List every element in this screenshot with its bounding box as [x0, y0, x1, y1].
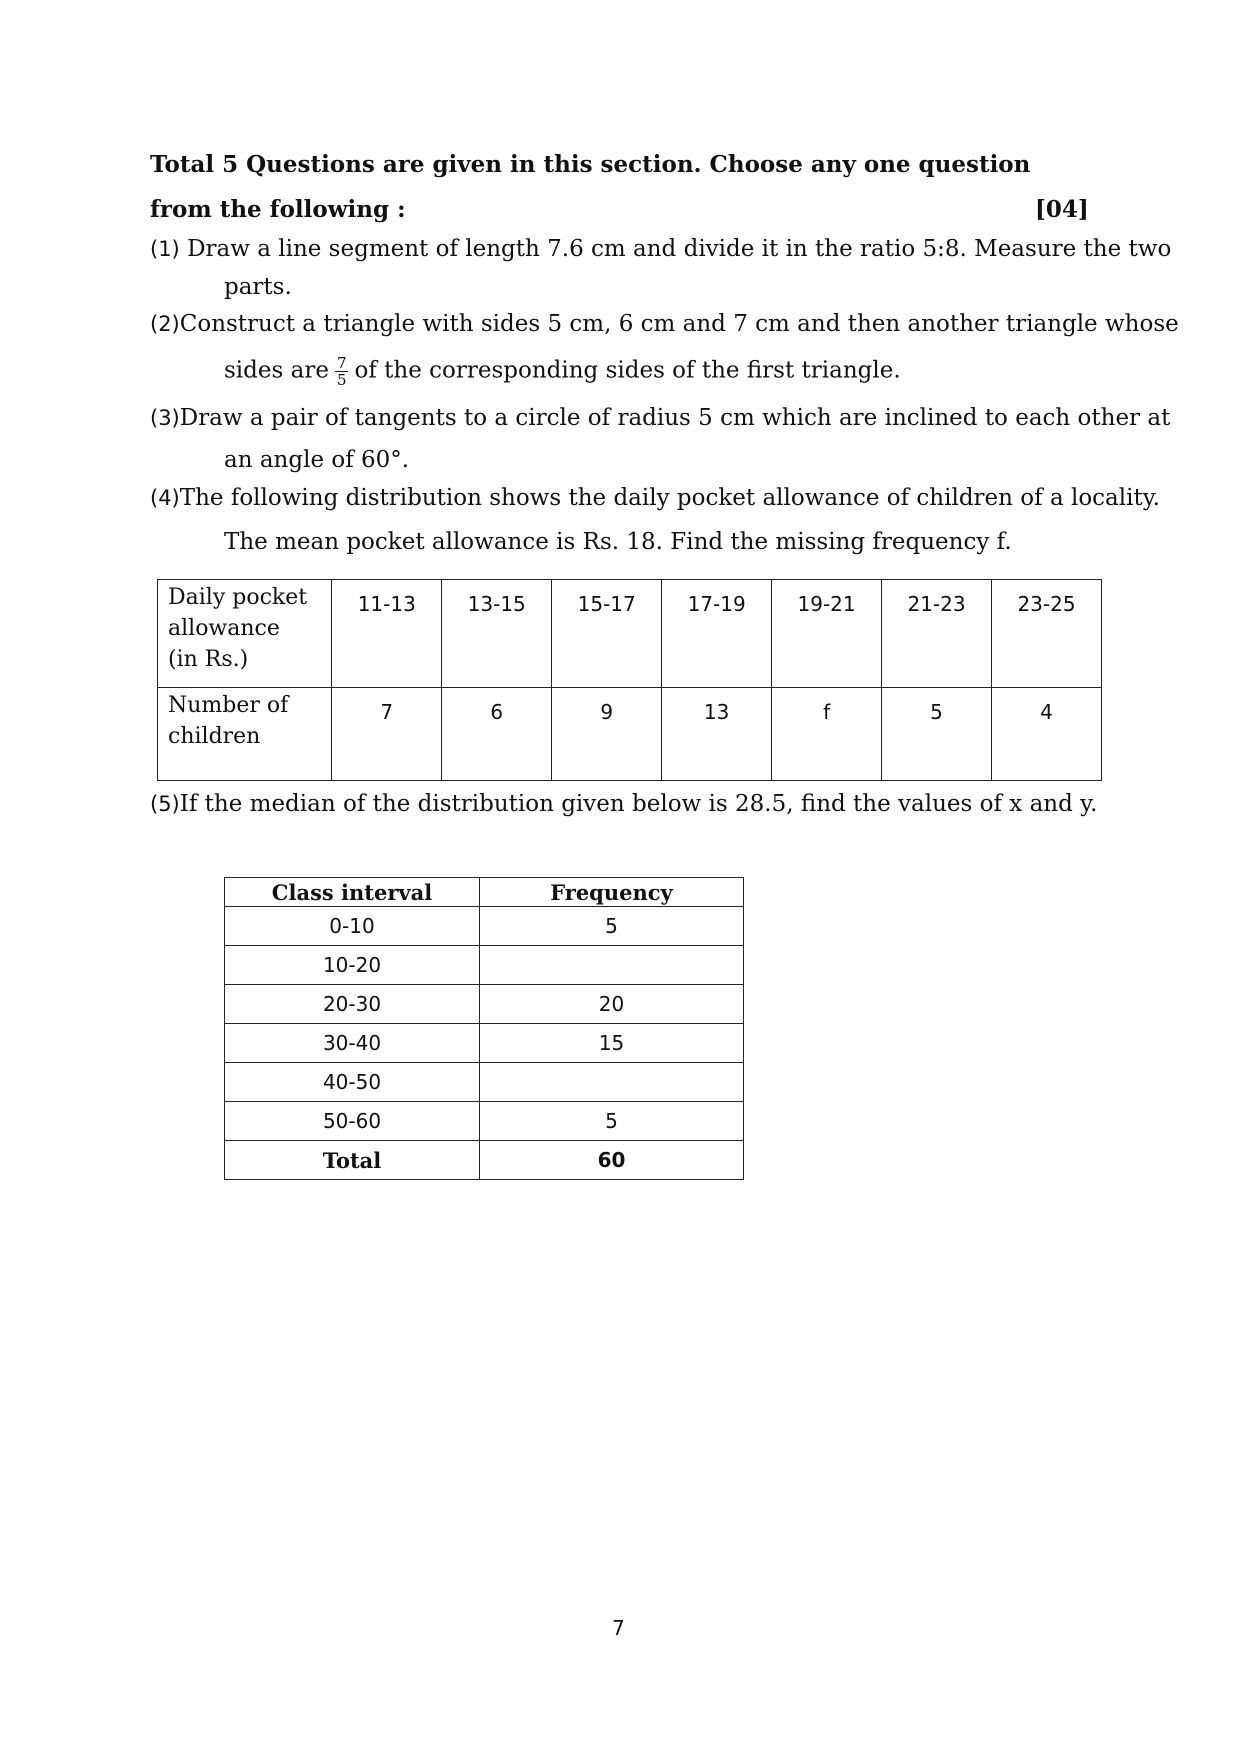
row-label-daily-pocket-allowance	[158, 580, 332, 688]
question-4	[150, 485, 1160, 511]
question-2-text: Construct a triangle with sides 5 cm, 6 cm and 7 cm and then another triangle whose	[179, 311, 1179, 337]
table-cell: 0-10	[225, 907, 480, 946]
table-row-children	[158, 688, 1102, 781]
row-label-number-of-children	[158, 688, 332, 781]
total-value: 60	[480, 1141, 744, 1180]
table-row	[225, 907, 744, 946]
table-cell: 20	[480, 985, 744, 1024]
question-5	[150, 791, 1097, 817]
question-2-continuation	[224, 355, 901, 388]
table-cell: 15-17	[552, 580, 662, 688]
table-cell	[480, 946, 744, 985]
table-cell: 13-15	[442, 580, 552, 688]
table-row	[225, 1102, 744, 1141]
section-marks: [04]	[1035, 196, 1089, 223]
table-cell: 5	[480, 1102, 744, 1141]
header-frequency: Frequency	[480, 878, 744, 907]
table-cell: 40-50	[225, 1063, 480, 1102]
table-header-row	[225, 878, 744, 907]
table-row	[225, 1024, 744, 1063]
question-5-text: If the median of the distribution given below is 28.5, find the values of x and y.	[179, 791, 1098, 817]
question-2-text-before-fraction: sides are	[224, 357, 329, 384]
table-cell: 17-19	[662, 580, 772, 688]
label-line: (in Rs.)	[168, 647, 249, 672]
section-instruction-line2: from the following :	[150, 196, 406, 223]
question-3-text: Draw a pair of tangents to a circle of radius 5 cm which are inclined to each other at	[179, 405, 1171, 431]
question-1-number: (1)	[150, 237, 180, 261]
table-row-allowance	[158, 580, 1102, 688]
table-cell: 30-40	[225, 1024, 480, 1063]
question-1-continuation: parts.	[224, 274, 292, 300]
table-cell: 7	[332, 688, 442, 781]
table-cell: 19-21	[772, 580, 882, 688]
fraction-seven-fifths	[335, 355, 349, 388]
table-cell: 13	[662, 688, 772, 781]
question-2-text-after-fraction: of the corresponding sides of the first triangle.	[354, 357, 901, 384]
header-class-interval: Class interval	[225, 878, 480, 907]
table-cell: 4	[992, 688, 1102, 781]
label-line: Daily pocket	[168, 585, 308, 610]
question-3-continuation: an angle of 60°.	[224, 447, 410, 473]
question-4-number: (4)	[150, 486, 180, 510]
question-4-continuation: The mean pocket allowance is Rs. 18. Find the missing frequency f.	[224, 529, 1012, 555]
table-cell: 11-13	[332, 580, 442, 688]
question-4-text: The following distribution shows the daily pocket allowance of children of a locality.	[179, 485, 1160, 511]
table-cell	[480, 1063, 744, 1102]
table-cell: 21-23	[882, 580, 992, 688]
label-line: children	[168, 724, 261, 749]
fraction-denominator: 5	[336, 371, 347, 389]
table-cell: 20-30	[225, 985, 480, 1024]
question-1-text: Draw a line segment of length 7.6 cm and divide it in the ratio 5:8. Measure the two	[187, 236, 1172, 262]
question-3	[150, 405, 1170, 431]
question-3-number: (3)	[150, 406, 180, 430]
table-cell: 6	[442, 688, 552, 781]
median-distribution-table	[224, 877, 744, 1180]
pocket-allowance-table	[157, 579, 1102, 781]
table-row	[225, 946, 744, 985]
question-2	[150, 311, 1179, 337]
label-line: allowance	[168, 616, 280, 641]
table-row	[225, 985, 744, 1024]
table-cell: 50-60	[225, 1102, 480, 1141]
table-row	[225, 1063, 744, 1102]
table-cell: f	[772, 688, 882, 781]
table-cell: 23-25	[992, 580, 1102, 688]
page-number: 7	[612, 1616, 625, 1640]
label-line: Number of	[168, 693, 289, 718]
question-1	[150, 236, 1171, 262]
table-cell: 5	[882, 688, 992, 781]
fraction-numerator: 7	[336, 354, 347, 372]
table-cell: 15	[480, 1024, 744, 1063]
table-cell: 5	[480, 907, 744, 946]
section-instruction-line1: Total 5 Questions are given in this section. Choose any one question	[150, 151, 1031, 178]
table-total-row	[225, 1141, 744, 1180]
question-2-number: (2)	[150, 312, 180, 336]
total-label: Total	[225, 1141, 480, 1180]
question-5-number: (5)	[150, 792, 180, 816]
table-cell: 9	[552, 688, 662, 781]
table-cell: 10-20	[225, 946, 480, 985]
